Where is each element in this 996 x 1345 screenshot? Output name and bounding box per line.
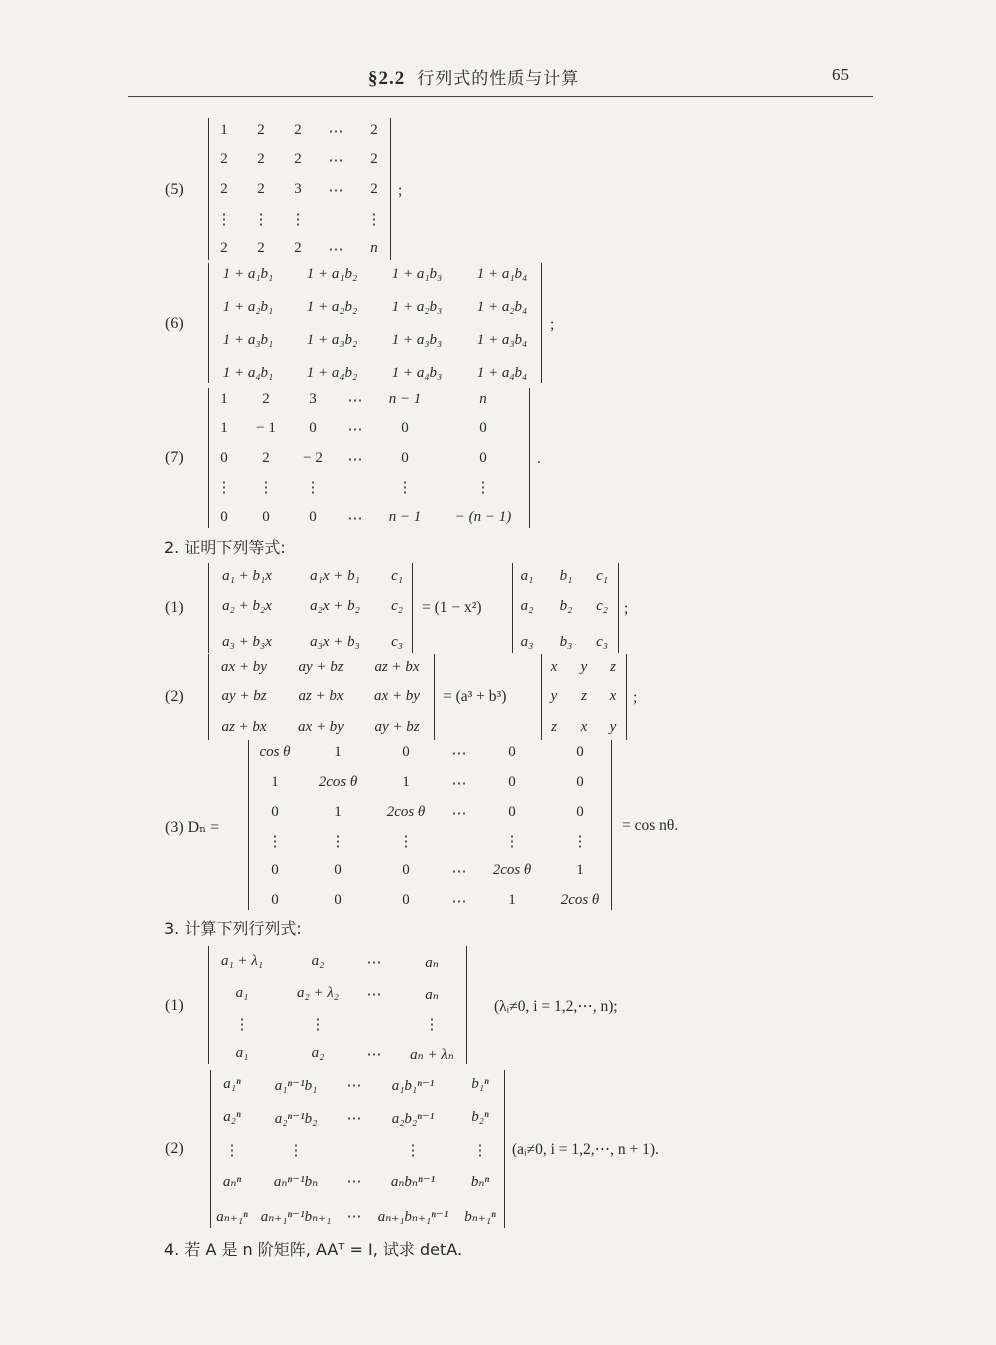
matrix-cell: ay + bz xyxy=(298,659,344,675)
item-label: (6) xyxy=(165,315,184,332)
matrix-cell: a₂b₂ⁿ⁻¹ xyxy=(391,1111,435,1127)
matrix-cell: a₃x + b₃ xyxy=(310,634,360,650)
matrix-cell: z xyxy=(581,688,587,704)
matrix-cell: n − 1 xyxy=(388,391,422,407)
matrix-cell: c₃ xyxy=(596,634,608,650)
matrix-cell: ay + bz xyxy=(221,688,267,704)
matrix-cell: ⋮ xyxy=(234,1017,250,1033)
matrix-cell: a₁ + λ₁ xyxy=(220,953,264,969)
matrix-cell: 2cos θ xyxy=(318,774,358,790)
det-bar-right xyxy=(611,740,612,910)
det-bar-left xyxy=(208,563,209,653)
matrix-cell: aₙ + λₙ xyxy=(410,1047,454,1063)
det-bar-left xyxy=(208,946,209,1064)
matrix-cell: 1 + a₄b₄ xyxy=(476,365,528,381)
matrix-cell: ⋯ xyxy=(347,393,363,409)
matrix-cell: ⋯ xyxy=(347,452,363,468)
matrix-cell: 2 xyxy=(370,181,378,197)
section-title: 行列式的性质与计算 xyxy=(417,69,580,89)
result: = cos nθ. xyxy=(622,817,679,834)
matrix-cell: aₙ xyxy=(425,987,439,1003)
det-bar-right xyxy=(541,263,542,383)
running-title xyxy=(368,64,579,90)
matrix-cell: 0 xyxy=(262,509,270,525)
item-tail: ; xyxy=(633,689,638,706)
item-label: (2) xyxy=(165,688,184,705)
det-bar-right xyxy=(504,1070,505,1228)
matrix-cell: ⋮ xyxy=(398,834,414,850)
det-bar-right xyxy=(618,563,619,653)
condition: (λᵢ≠0, i = 1,2,⋯, n); xyxy=(494,998,618,1015)
det-bar-left xyxy=(210,1070,211,1228)
matrix-cell: 2 xyxy=(294,151,302,167)
matrix-cell: n xyxy=(370,240,378,256)
matrix-cell: 0 xyxy=(220,450,228,466)
matrix-cell: aₙⁿ⁻¹bₙ xyxy=(273,1174,319,1190)
problem-2-heading: 2. 证明下列等式: xyxy=(164,538,286,557)
matrix-cell: 0 xyxy=(334,892,342,908)
matrix-cell: ⋮ xyxy=(216,480,232,496)
matrix-cell: ⋮ xyxy=(216,212,232,228)
matrix-cell: 1 xyxy=(334,744,342,760)
matrix-cell: 0 xyxy=(271,804,279,820)
matrix-cell: 2 xyxy=(294,240,302,256)
matrix-cell: 1 + a₄b₃ xyxy=(391,365,443,381)
matrix-cell: ⋮ xyxy=(475,480,491,496)
item-label: (1) xyxy=(165,599,184,616)
matrix-cell: b₁ xyxy=(559,568,573,584)
matrix-cell: 0 xyxy=(479,450,487,466)
matrix-cell: ax + by xyxy=(374,688,420,704)
matrix-cell: a₂ⁿ⁻¹b₂ xyxy=(274,1111,318,1127)
matrix-cell: ⋯ xyxy=(366,955,382,971)
item-tail: . xyxy=(537,450,541,467)
item-label: (3) Dₙ = xyxy=(165,819,220,836)
matrix-cell: ⋯ xyxy=(346,1174,362,1190)
matrix-cell: a₃ xyxy=(520,634,534,650)
item-label: (5) xyxy=(165,181,184,198)
matrix-cell: a₁ xyxy=(235,985,249,1001)
matrix-cell: 1 xyxy=(334,804,342,820)
matrix-cell: a₂ + λ₂ xyxy=(296,985,340,1001)
matrix-cell: 1 + a₃b₁ xyxy=(222,332,274,348)
matrix-cell: ⋮ xyxy=(472,1143,488,1159)
matrix-cell: aₙ₊₁ⁿ xyxy=(216,1209,248,1225)
det-bar-left xyxy=(208,118,209,260)
matrix-cell: 1 + a₃b₃ xyxy=(391,332,443,348)
matrix-cell: ⋮ xyxy=(288,1143,304,1159)
matrix-cell: 1 + a₁b₃ xyxy=(391,266,443,282)
matrix-cell: 3 xyxy=(294,181,302,197)
matrix-cell: 0 xyxy=(576,804,584,820)
matrix-cell: a₂x + b₂ xyxy=(310,598,360,614)
matrix-cell: ⋮ xyxy=(267,834,283,850)
matrix-cell: 0 xyxy=(576,744,584,760)
item-tail: ; xyxy=(624,600,629,617)
matrix-cell: 1 xyxy=(220,420,228,436)
matrix-cell: 2 xyxy=(257,240,265,256)
matrix-cell: 1 + a₃b₂ xyxy=(306,332,358,348)
matrix-cell: bₙⁿ xyxy=(470,1174,490,1190)
page-number: 65 xyxy=(832,65,849,84)
matrix-cell: 1 + a₁b₄ xyxy=(476,266,528,282)
matrix-cell: 2 xyxy=(294,122,302,138)
matrix-cell: ⋮ xyxy=(366,212,382,228)
det-bar-left xyxy=(208,263,209,383)
matrix-cell: ⋯ xyxy=(451,864,467,880)
matrix-cell: ⋯ xyxy=(347,511,363,527)
problem-4-text: 4. 若 A 是 n 阶矩阵, AAᵀ = I, 试求 detA. xyxy=(164,1240,463,1259)
matrix-cell: c₁ xyxy=(391,568,403,584)
matrix-cell: ⋮ xyxy=(504,834,520,850)
matrix-cell: 2 xyxy=(370,122,378,138)
matrix-cell: a₁b₁ⁿ⁻¹ xyxy=(391,1078,435,1094)
det-bar-left xyxy=(512,563,513,653)
matrix-cell: ⋯ xyxy=(346,1078,362,1094)
det-bar-right xyxy=(434,654,435,740)
matrix-cell: 1 + a₁b₂ xyxy=(306,266,358,282)
matrix-cell: ⋮ xyxy=(397,480,413,496)
factor: = (a³ + b³) xyxy=(443,688,507,705)
matrix-cell: c₁ xyxy=(596,568,608,584)
det-bar-right xyxy=(626,654,627,740)
matrix-cell: 1 xyxy=(508,892,516,908)
matrix-cell: ⋯ xyxy=(451,894,467,910)
matrix-cell: 1 + a₄b₁ xyxy=(222,365,274,381)
matrix-cell: bₙ₊₁ⁿ xyxy=(464,1209,496,1225)
matrix-cell: ⋮ xyxy=(253,212,269,228)
matrix-cell: 1 + a₃b₄ xyxy=(476,332,528,348)
item-label: (7) xyxy=(165,449,184,466)
matrix-cell: ⋯ xyxy=(451,806,467,822)
matrix-cell: ⋮ xyxy=(290,212,306,228)
matrix-cell: x xyxy=(580,719,588,735)
matrix-cell: aₙbₙⁿ⁻¹ xyxy=(390,1174,436,1190)
matrix-cell: a₂ + b₂x xyxy=(222,598,272,614)
matrix-cell: ⋮ xyxy=(424,1017,440,1033)
matrix-cell: aₙ₊₁ⁿ⁻¹bₙ₊₁ xyxy=(260,1209,332,1225)
item-label: (2) xyxy=(165,1140,184,1157)
matrix-cell: 0 xyxy=(508,744,516,760)
matrix-cell: x xyxy=(609,688,617,704)
condition: (aᵢ≠0, i = 1,2,⋯, n + 1). xyxy=(512,1141,659,1158)
matrix-cell: 2 xyxy=(257,181,265,197)
matrix-cell: b₂ xyxy=(559,598,573,614)
matrix-cell: 2 xyxy=(262,450,270,466)
matrix-cell: 1 + a₂b₄ xyxy=(476,299,528,315)
matrix-cell: 0 xyxy=(334,862,342,878)
page-header xyxy=(128,56,873,97)
matrix-cell: 0 xyxy=(402,744,410,760)
matrix-cell: 1 + a₁b₁ xyxy=(222,266,274,282)
matrix-cell: 2 xyxy=(257,151,265,167)
matrix-cell: aₙ xyxy=(425,955,439,971)
matrix-cell: 1 xyxy=(576,862,584,878)
matrix-cell: ax + by xyxy=(298,719,344,735)
matrix-cell: az + bx xyxy=(221,719,267,735)
matrix-cell: a₁ⁿ⁻¹b₁ xyxy=(274,1078,318,1094)
matrix-cell: ⋮ xyxy=(258,480,274,496)
det-bar-left xyxy=(541,654,542,740)
matrix-cell: x xyxy=(550,659,558,675)
matrix-cell: 0 xyxy=(402,892,410,908)
matrix-cell: 1 + a₂b₃ xyxy=(391,299,443,315)
item-tail: ; xyxy=(550,316,555,333)
matrix-cell: n − 1 xyxy=(388,509,422,525)
matrix-cell: b₂ⁿ xyxy=(471,1109,489,1125)
matrix-cell: y xyxy=(580,659,588,675)
matrix-cell: 1 xyxy=(220,391,228,407)
matrix-cell: − 2 xyxy=(303,450,323,466)
problem-3-heading: 3. 计算下列行列式: xyxy=(164,919,302,938)
factor: = (1 − x²) xyxy=(422,599,482,616)
det-bar-right xyxy=(412,563,413,653)
det-bar-left xyxy=(248,740,249,910)
matrix-cell: 2 xyxy=(220,240,228,256)
matrix-cell: az + bx xyxy=(298,688,344,704)
matrix-cell: 0 xyxy=(309,420,317,436)
matrix-cell: 2 xyxy=(262,391,270,407)
item-label: (1) xyxy=(165,997,184,1014)
matrix-cell: 1 + a₂b₂ xyxy=(306,299,358,315)
matrix-cell: az + bx xyxy=(374,659,420,675)
det-bar-left xyxy=(208,388,209,528)
matrix-cell: 2 xyxy=(370,151,378,167)
matrix-cell: aₙ₊₁bₙ₊₁ⁿ⁻¹ xyxy=(377,1209,449,1225)
det-bar-left xyxy=(208,654,209,740)
matrix-cell: ⋯ xyxy=(366,987,382,1003)
matrix-cell: 2cos θ xyxy=(386,804,426,820)
matrix-cell: 0 xyxy=(402,862,410,878)
matrix-cell: ⋯ xyxy=(346,1209,362,1225)
matrix-cell: ⋮ xyxy=(572,834,588,850)
matrix-cell: a₂ xyxy=(311,953,325,969)
matrix-cell: ⋯ xyxy=(451,776,467,792)
matrix-cell: ⋯ xyxy=(346,1111,362,1127)
matrix-cell: 1 xyxy=(402,774,410,790)
matrix-cell: a₃ + b₃x xyxy=(222,634,272,650)
matrix-cell: 0 xyxy=(401,450,409,466)
matrix-cell: 2 xyxy=(220,181,228,197)
matrix-cell: a₁x + b₁ xyxy=(310,568,360,584)
matrix-cell: n xyxy=(479,391,487,407)
matrix-cell: 0 xyxy=(508,774,516,790)
matrix-cell: c₂ xyxy=(596,598,608,614)
matrix-cell: − 1 xyxy=(256,420,276,436)
matrix-cell: 0 xyxy=(401,420,409,436)
matrix-cell: ⋮ xyxy=(405,1143,421,1159)
matrix-cell: − (n − 1) xyxy=(454,509,512,525)
matrix-cell: 0 xyxy=(309,509,317,525)
matrix-cell: 2cos θ xyxy=(492,862,532,878)
matrix-cell: ⋯ xyxy=(366,1047,382,1063)
matrix-cell: 0 xyxy=(479,420,487,436)
matrix-cell: ⋮ xyxy=(310,1017,326,1033)
matrix-cell: 2cos θ xyxy=(560,892,600,908)
matrix-cell: a₁ⁿ xyxy=(223,1076,241,1092)
matrix-cell: ⋯ xyxy=(451,746,467,762)
matrix-cell: a₁ xyxy=(235,1045,249,1061)
matrix-cell: 1 + a₂b₁ xyxy=(222,299,274,315)
det-bar-right xyxy=(390,118,391,260)
matrix-cell: ⋯ xyxy=(347,422,363,438)
matrix-cell: 3 xyxy=(309,391,317,407)
matrix-cell: c₃ xyxy=(391,634,403,650)
matrix-cell: 0 xyxy=(576,774,584,790)
det-bar-right xyxy=(529,388,530,528)
matrix-cell: ay + bz xyxy=(374,719,420,735)
matrix-cell: 2 xyxy=(220,151,228,167)
matrix-cell: a₁ xyxy=(520,568,534,584)
matrix-cell: c₂ xyxy=(391,598,403,614)
det-bar-right xyxy=(466,946,467,1064)
matrix-cell: y xyxy=(550,688,558,704)
matrix-cell: 1 + a₄b₂ xyxy=(306,365,358,381)
matrix-cell: ⋮ xyxy=(305,480,321,496)
matrix-cell: ⋯ xyxy=(328,242,344,258)
matrix-cell: cos θ xyxy=(259,744,291,760)
matrix-cell: 0 xyxy=(508,804,516,820)
section-number: §2.2 xyxy=(368,68,406,89)
matrix-cell: ⋮ xyxy=(330,834,346,850)
matrix-cell: 1 xyxy=(220,122,228,138)
matrix-cell: aₙⁿ xyxy=(222,1174,242,1190)
matrix-cell: z xyxy=(551,719,557,735)
matrix-cell: ax + by xyxy=(221,659,267,675)
matrix-cell: z xyxy=(610,659,616,675)
matrix-cell: ⋯ xyxy=(328,183,344,199)
matrix-cell: 0 xyxy=(271,892,279,908)
matrix-cell: 0 xyxy=(220,509,228,525)
matrix-cell: 0 xyxy=(271,862,279,878)
matrix-cell: a₂ xyxy=(520,598,534,614)
matrix-cell: b₁ⁿ xyxy=(471,1076,489,1092)
matrix-cell: 2 xyxy=(257,122,265,138)
matrix-cell: ⋯ xyxy=(328,153,344,169)
matrix-cell: b₃ xyxy=(559,634,573,650)
matrix-cell: a₂ xyxy=(311,1045,325,1061)
item-tail: ; xyxy=(398,182,403,199)
matrix-cell: 1 xyxy=(271,774,279,790)
matrix-cell: a₁ + b₁x xyxy=(222,568,272,584)
matrix-cell: ⋮ xyxy=(224,1143,240,1159)
matrix-cell: ⋯ xyxy=(328,124,344,140)
matrix-cell: a₂ⁿ xyxy=(223,1109,241,1125)
matrix-cell: y xyxy=(609,719,617,735)
